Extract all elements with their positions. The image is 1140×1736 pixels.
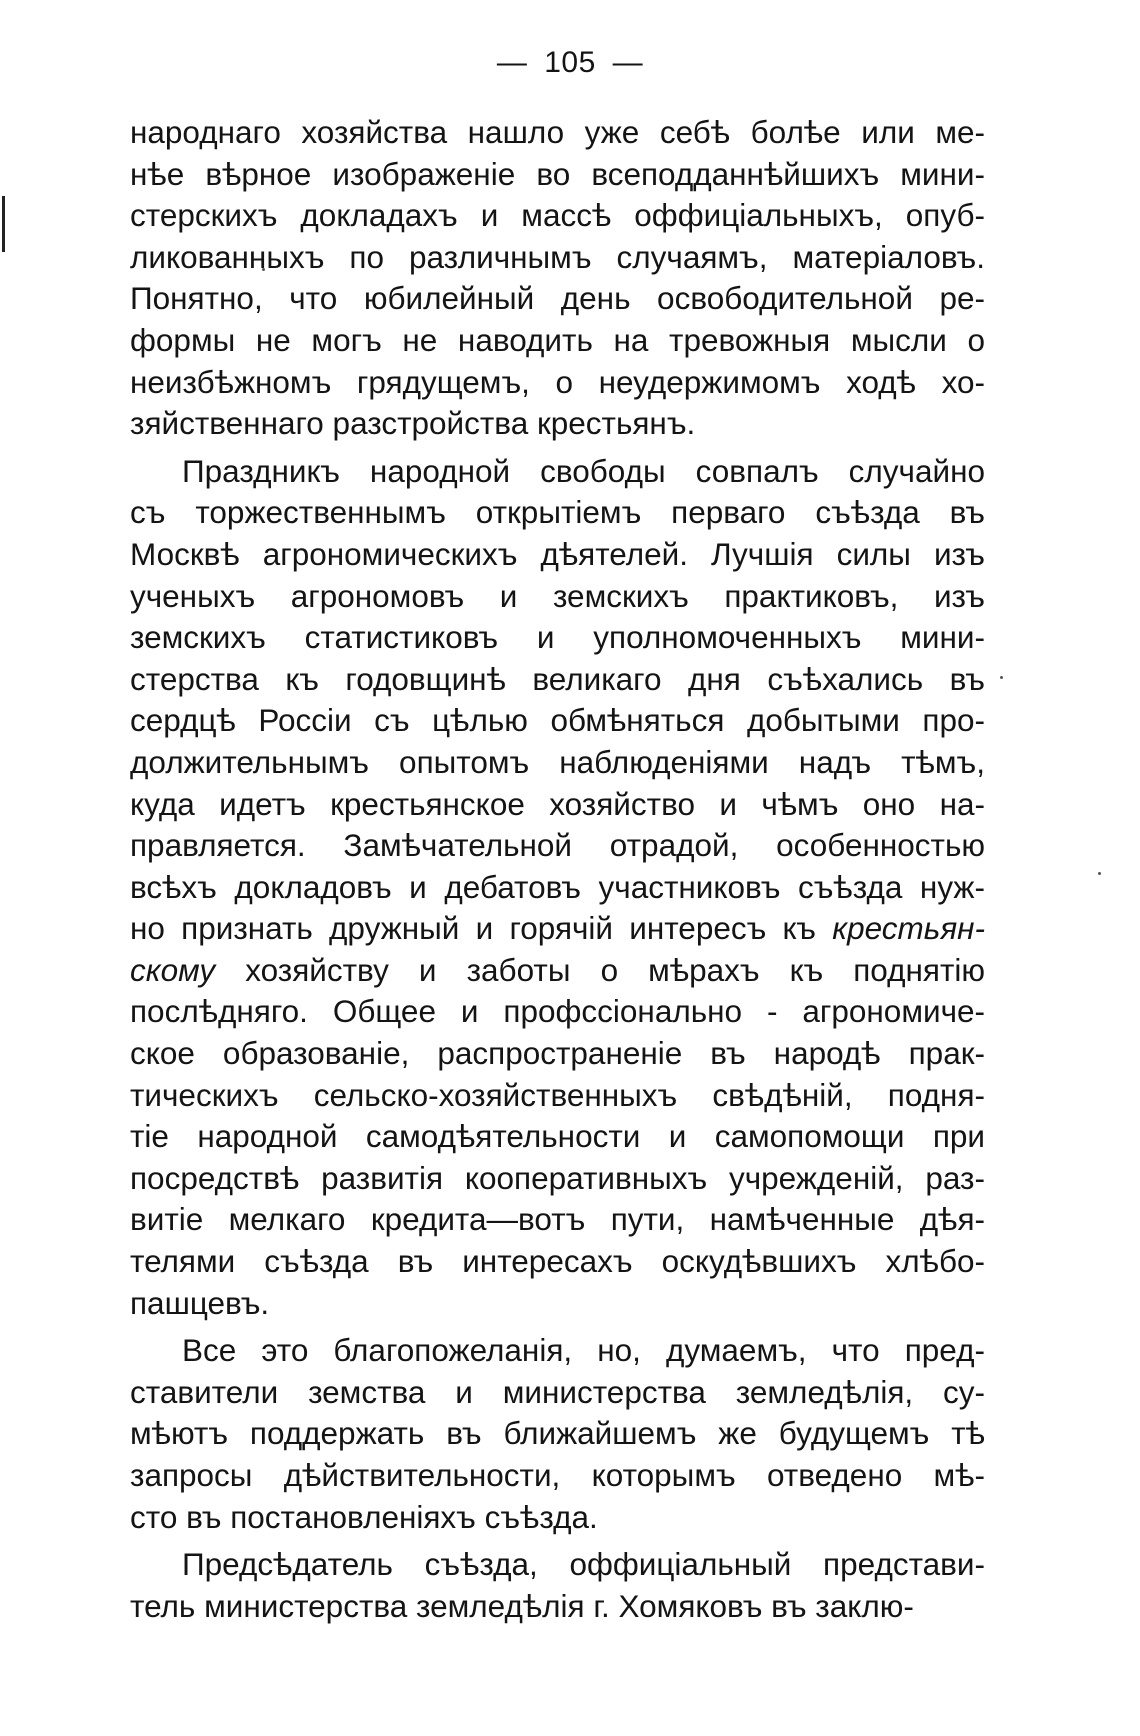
text-line <box>130 784 985 826</box>
text-line <box>130 362 985 404</box>
line-text: телями съѣзда въ интересахъ оскудѣвшихъ хлѣбо- <box>130 1243 985 1280</box>
line-text: сто въ постановленіяхъ съѣзда. <box>130 1498 598 1535</box>
line-text: народнаго хозяйства нашло уже себѣ болѣе или ме- <box>130 114 985 150</box>
text-line <box>130 1455 985 1497</box>
text-line <box>130 1241 985 1283</box>
line-text: ставители земства и министерства земледѣлія, су- <box>130 1373 985 1410</box>
text-line <box>130 1586 985 1628</box>
line-text: правляется. Замѣчательной отрадой, особенностью <box>130 827 985 864</box>
text-line <box>130 1116 985 1158</box>
line-text: Предсѣдатель съѣзда, оффиціальный представи- <box>182 1546 985 1583</box>
text-line <box>130 700 985 742</box>
text-line <box>130 659 985 701</box>
text-line <box>130 1413 985 1455</box>
line-text: тическихъ сельско-хозяйственныхъ свѣдѣній, подня- <box>130 1076 985 1113</box>
line-text: Все это благопожеланія, но, думаемъ, что пред- <box>182 1332 985 1369</box>
line-text: ское образованіе, распространеніе въ народѣ прак- <box>130 1035 985 1072</box>
italic-text: крестьян- <box>832 910 985 947</box>
line-text: должительнымъ опытомъ наблюденіями надъ тѣмъ, <box>130 743 985 780</box>
page-number-dash-left: — <box>496 46 528 79</box>
body-text <box>130 112 985 1627</box>
line-text: послѣдняго. Общее и профссіонально - агрономиче- <box>130 993 985 1030</box>
text-line <box>130 1158 985 1200</box>
line-text: тіе народной самодѣятельности и самопомощи при <box>130 1118 985 1155</box>
text-line <box>130 950 985 992</box>
text-line <box>130 112 985 154</box>
text-line <box>130 154 985 196</box>
line-text: пашцевъ. <box>130 1284 270 1321</box>
line-text: витіе мелкаго кредита—вотъ пути, намѣченные дѣя- <box>130 1201 985 1238</box>
line-text: тель министерства земледѣлія г. Хомяковъ въ заклю- <box>130 1587 914 1624</box>
scan-speck <box>1000 676 1003 679</box>
text-line <box>130 867 985 909</box>
text-line <box>130 576 985 618</box>
text-line <box>130 1372 985 1414</box>
text-line <box>130 534 985 576</box>
text-line <box>130 617 985 659</box>
line-text: всѣхъ докладовъ и дебатовъ участниковъ съѣзда нуж- <box>130 868 985 905</box>
text-line <box>130 1033 985 1075</box>
line-text: куда идетъ крестьянское хозяйство и чѣмъ оно на- <box>130 785 985 822</box>
text-line <box>130 278 985 320</box>
text-line <box>130 320 985 362</box>
page-number: 105 <box>544 46 596 79</box>
text-line <box>130 742 985 784</box>
text-line <box>130 825 985 867</box>
page-number-header <box>0 46 1140 80</box>
text-line <box>130 237 985 279</box>
scan-speck <box>1098 872 1101 875</box>
text-line <box>130 1075 985 1117</box>
line-text: стерскихъ докладахъ и массѣ оффиціальныхъ, опуб- <box>130 197 985 234</box>
line-text: земскихъ статистиковъ и уполномоченныхъ мини- <box>130 619 985 656</box>
scan-edge-mark <box>2 196 5 252</box>
line-text: нѣе вѣрное изображеніе во всеподданнѣйшихъ мини- <box>130 155 985 192</box>
line-text: ученыхъ агрономовъ и земскихъ практиковъ, изъ <box>130 577 985 614</box>
line-text: Праздникъ народной свободы совпалъ случайно <box>182 452 985 489</box>
line-text: Понятно, что юбилейный день освободительной ре- <box>130 280 985 317</box>
text-line <box>130 908 985 950</box>
line-text: запросы дѣйствительности, которымъ отведено мѣ- <box>130 1457 985 1493</box>
text-line <box>130 403 985 445</box>
text-line <box>130 1199 985 1241</box>
line-text: посредствѣ развитія кооперативныхъ учрежденій, раз- <box>130 1159 985 1196</box>
text-line <box>130 1330 985 1372</box>
text-line <box>130 1544 985 1586</box>
line-text: неизбѣжномъ грядущемъ, о неудержимомъ ходѣ хо- <box>130 363 985 400</box>
text-line <box>130 991 985 1033</box>
line-text: хозяйству и заботы о мѣрахъ къ поднятію <box>215 951 985 988</box>
line-text: сердцѣ Россіи съ цѣлью обмѣняться добытыми про- <box>130 702 985 739</box>
line-text: стерства къ годовщинѣ великаго дня съѣхались въ <box>130 660 985 697</box>
italic-text: скому <box>130 951 216 988</box>
text-line <box>130 451 985 493</box>
text-line <box>130 1283 985 1325</box>
line-text: ликованныхъ по различнымъ случаямъ, матеріаловъ. <box>130 238 985 275</box>
line-text: но признать дружный и горячій интересъ къ <box>130 910 833 947</box>
page-number-dash-right: — <box>612 46 644 79</box>
line-text: Москвѣ агрономическихъ дѣятелей. Лучшія силы изъ <box>130 535 985 572</box>
text-line <box>130 492 985 534</box>
line-text: формы не могъ не наводить на тревожныя мысли о <box>130 321 985 358</box>
text-line <box>130 1497 985 1539</box>
line-text: мѣютъ поддержать въ ближайшемъ же будущемъ тѣ <box>130 1415 985 1452</box>
text-line <box>130 195 985 237</box>
line-text: съ торжественнымъ открытіемъ перваго съѣзда въ <box>130 494 985 531</box>
line-text: зяйственнаго разстройства крестьянъ. <box>130 405 696 442</box>
